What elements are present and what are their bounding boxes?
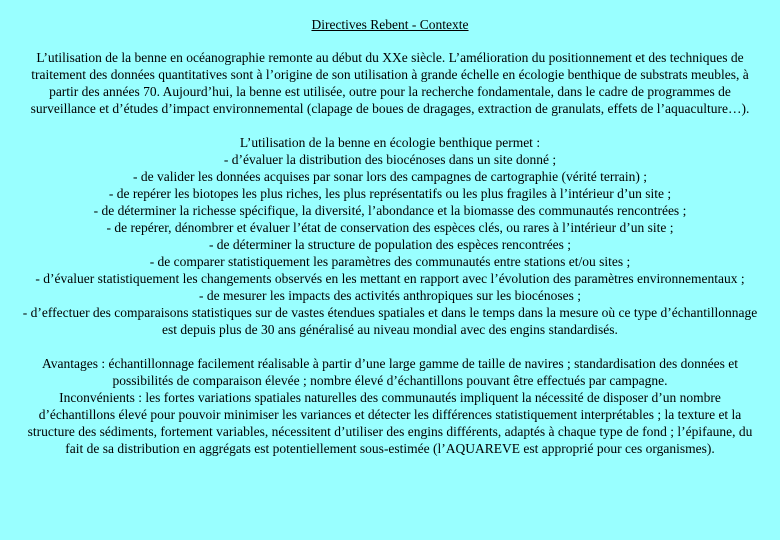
list-item: - d’évaluer statistiquement les changements observés en les mettant en rapport avec l’évolution des paramètres environnementaux ; bbox=[35, 271, 745, 286]
list-item: - de repérer, dénombrer et évaluer l’état de conservation des espèces clés, ou rares à l’intérieur d’un site ; bbox=[106, 220, 674, 235]
advantages-drawbacks-paragraph bbox=[22, 355, 758, 457]
drawbacks-text: Inconvénients : les fortes variations spatiales naturelles des communautés impliquent la nécessité de disposer d’un nombre d’échantillons élevé pour pouvoir minimiser les variances et détecter les différences statistiquement interprétables ; la texture et la structure des sédiments, fortement variables, nécessitent d’utiliser des engins différents, adaptés à chaque type de fond ; l’épifaune, du fait de sa distribution en aggrégats est potentiellement sous-estimée (l’AQUAREVE est approprié pour ces organismes). bbox=[27, 390, 753, 456]
list-item: - de déterminer la structure de population des espèces rencontrées ; bbox=[208, 237, 572, 252]
page-title: Directives Rebent - Contexte bbox=[311, 17, 469, 32]
intro-paragraph: L’utilisation de la benne en océanographie remonte au début du XXe siècle. L’amélioration du positionnement et des techniques de traitement des données quantitatives sont à l’origine de son utilisation à grande échelle en écologie benthique de substrats meubles, à partir des années 70. Aujourd’hui, la benne est utilisée, outre pour la recherche fondamentale, dans le cadre de programmes de surveillance et d’études d’impact environnemental (clapage de boues de dragages, extraction de granulats, effets de l’aquaculture…). bbox=[30, 50, 750, 116]
list-item: - de comparer statistiquement les paramètres des communautés entre stations et/ou sites ; bbox=[149, 254, 631, 269]
advantages-text: Avantages : échantillonnage facilement réalisable à partir d’une large gamme de taille de navires ; standardisation des données et possibilités de comparaison élevée ; nombre élevé d’échantillons pouvant être effectués par campagne. bbox=[42, 356, 738, 388]
list-item: - de valider les données acquises par sonar lors des campagnes de cartographie (vérité terrain) ; bbox=[133, 169, 647, 184]
list-item: - d’évaluer la distribution des biocénoses dans un site donné ; bbox=[223, 152, 557, 167]
uses-heading: L’utilisation de la benne en écologie benthique permet : bbox=[239, 135, 541, 150]
list-item: - de déterminer la richesse spécifique, la diversité, l’abondance et la biomasse des communautés rencontrées ; bbox=[93, 203, 687, 218]
list-item: - de repérer les biotopes les plus riches, les plus représentatifs ou les plus fragiles à l’intérieur d’un site ; bbox=[108, 186, 672, 201]
uses-list bbox=[22, 151, 758, 338]
list-item: - d’effectuer des comparaisons statistiques sur de vastes étendues spatiales et dans le temps dans la mesure où ce type d’échantillonnage est depuis plus de 30 ans généralisé au niveau mondial avec des engins standardisés. bbox=[22, 305, 758, 337]
list-item: - de mesurer les impacts des activités anthropiques sur les biocénoses ; bbox=[198, 288, 582, 303]
